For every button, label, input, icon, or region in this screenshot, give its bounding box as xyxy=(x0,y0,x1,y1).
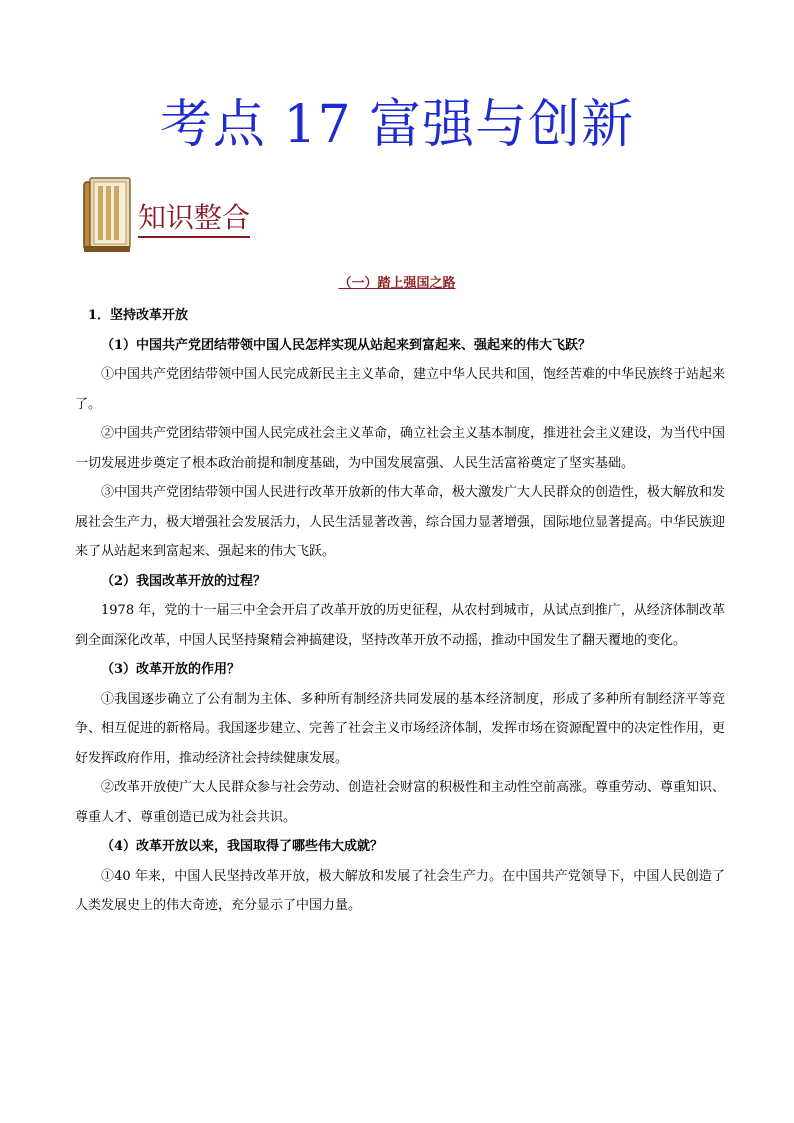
paragraph: ②改革开放使广大人民群众参与社会劳动、创造社会财富的积极性和主动性空前高涨。尊重劳动、尊重知识、尊重人才、尊重创造已成为社会共识。 xyxy=(75,780,726,825)
paragraph: ①我国逐步确立了公有制为主体、多种所有制经济共同发展的基本经济制度，形成了多种所有制经济平等竞争、相互促进的新格局。我国逐步建立、完善了社会主义市场经济体制，发挥市场在资源配置中的决定性作用，更好发挥政府作用，推动经济社会持续健康发展。 xyxy=(75,691,726,766)
paragraph: ②中国共产党团结带领中国人民完成社会主义革命，确立社会主义基本制度，推进社会主义建设，为当代中国一切发展进步奠定了根本政治前提和制度基础，为中国发展富强、人民生活富裕奠定了坚实基础。 xyxy=(75,426,726,471)
paragraph: ①40 年来，中国人民坚持改革开放，极大解放和发展了社会生产力。在中国共产党领导下，中国人民创造了人类发展史上的伟大奇迹，充分显示了中国力量。 xyxy=(75,868,725,913)
question-heading: （2）我国改革开放的过程？ xyxy=(101,573,267,589)
page-title: 考点 17 富强与创新 xyxy=(159,95,635,155)
question-heading: （1）中国共产党团结带领中国人民怎样实现从站起来到富起来、强起来的伟大飞跃？ xyxy=(101,337,592,353)
document-body xyxy=(75,301,725,921)
section-heading xyxy=(0,272,794,291)
paragraph: ①中国共产党团结带领中国人民完成新民主主义革命，建立中华人民共和国，饱经苦难的中华民族终于站起来了。 xyxy=(75,367,726,412)
paragraph: ③中国共产党团结带领中国人民进行改革开放新的伟大革命，极大激发广大人民群众的创造性，极大解放和发展社会生产力，极大增强社会发展活力，人民生活显著改善，综合国力显著增强，国际地位显著提高。中华民族迎来了从站起来到富起来、强起来的伟大飞跃。 xyxy=(75,485,726,559)
section-heading-text: （一）踏上强国之路 xyxy=(338,276,456,291)
heading-point-1: 1．坚持改革开放 xyxy=(88,308,189,323)
question-heading: （3）改革开放的作用？ xyxy=(101,662,241,677)
paragraph: 1978 年，党的十一届三中全会开启了改革开放的历史征程，从农村到城市，从试点到推广，从经济体制改革到全面深化改革，中国人民坚持聚精会神搞建设，坚持改革开放不动摇，推动中国发生了翻天覆地的变化。 xyxy=(75,603,725,648)
section-badge-label: 知识整合 xyxy=(138,201,250,238)
question-heading: （4）改革开放以来，我国取得了哪些伟大成就？ xyxy=(101,839,384,854)
